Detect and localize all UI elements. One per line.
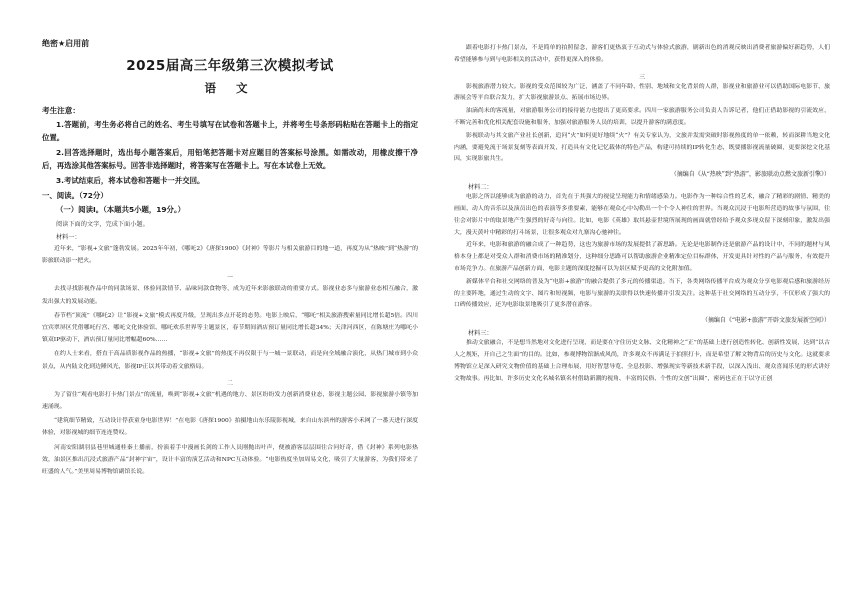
paragraph: 影视旅游潜力较大。影视的受众范围较为广泛，涵盖了不同年龄、性别、地域和文化背景的人群，影视业和旅游业可以借助国际电影节、旅游展会等平台联合发力，扩大影视旅游景点、拓展市场边界。 — [454, 83, 830, 102]
paragraph: 在约人士来看，搭直于高品质影视作品的热播，“影视+文旅”的热度不再仅限于与一城一景联动，而是向全域融合演化，从热门城市到小众景点，从内陆文化到边陲风光，影视IP正以其带动着文旅格局。 — [42, 351, 418, 370]
subsection-title: （一）阅读Ⅰ。（本题共5小题，19分。） — [56, 205, 186, 214]
subject-title: 语 文 — [204, 81, 256, 95]
material-label: 材料二： — [468, 184, 493, 192]
paragraph: 近年来，“影视+文旅”蓬勃发展。2025年年初，《哪吒2》《唐探1900》《封神》等影片与相关旅游目的地一道，再度为从“热映”到“热游”的影旅联动添一把火。 — [42, 246, 418, 265]
exam-title: 2025届高三年级第三次模拟考试 — [126, 58, 334, 74]
notice-item: 2.回答选择题时，选出每小题答案后，用铅笔把答题卡对应题目的答案标号涂黑。如需改动，用橡皮擦干净后，再选涂其他答案标号。回答非选择题时，将答案写在答题卡上。写在本试卷上无效。 — [42, 148, 418, 170]
right-column — [454, 42, 830, 385]
paragraph: 跟着电影打卡热门景点，不是简单的拍照留念，游客们更热衷于互动式与体验式旅游，剧新出色的消观反映出消费者旅游偏好新趋势，人们希望能够参与到与电影相关的活动中，获得更深入的体验。 — [454, 45, 830, 63]
part-numeral: 二 — [226, 379, 233, 387]
instruction-text: 阅读下面的文字，完成下面小题。 — [56, 221, 149, 228]
paragraph: 春节档“顶流”《哪吒2》让“影视+文旅”模式再度升级，呈现出多点开花的态势。电影上映后，“哪吒”相关旅游搜索量同比增长超5倍。四川宜宾翠屏区凭借哪吒行宫、哪吒文化体验馆、哪吒欢乐世界等主题景区，春节期间酒店预订量同比增长超34%；天津河西区，在陈塘庄为哪吒小镇双IP驱动下，酒店预订量同比增幅超60%…… — [42, 312, 418, 344]
citation: （摘编自《从“热映”到“热游”，影旅联动点燃文旅新引擎》） — [670, 171, 830, 179]
notice-item: 1.答题前，考生务必将自己的姓名、考生号填写在试卷和答题卡上，并将考生号条形码粘贴在答题卡上的指定位置。 — [42, 120, 418, 142]
paragraph: 影视联动与其文旅产业社长创新，追问“火”如何更好地续“火”？有关专家认为，文旅并发需突破时影视热度的单一依赖，转而深耕当地文化内涵，要避免流于场景复刻等表面开发，打造具有文化记忆载体的特色产品，构建可持续的IP转化生态，既要播影视流量破圈，更要深挖文化基因，实现影旅共生。 — [454, 132, 830, 163]
part-numeral: 一 — [226, 274, 233, 282]
paragraph: 电影之所以能够成为旅游的动力，首先在于其强大的视觉呈现能力和情绪感染力。电影作为一种综合性的艺术，融合了精彩的剧情、精美的画面、动人的音乐以及演员出色的表演等多重要素，能够在观众心中勾勒出一个个令人神往的世界。当观众沉浸于电影所营造的故事与氛围，往往会对影片中的取景地产生强烈的好奇与向往。比如，电影《英雄》取其悬壶世境所展现的画面就曾经给予观众多现众留下深刻印象，激发出强大，漫天黄叶中精彩的打斗场景，让很多观众对九寨沟心驰神往。 — [454, 194, 830, 236]
notice-heading: 考生注意： — [42, 106, 80, 115]
material-label: 材料一： — [56, 234, 81, 241]
notice-item: 3.考试结束后，将本试卷和答题卡一并交回。 — [56, 176, 205, 185]
paragraph: 油滴尚未的客流量，对旅游服务公司的接待能力也提出了更高要求。四川一家旅游服务公司负责人告诉记者，他们正借助影视的引流效应，不断完善和优化相关配套设施和服务，加强对旅游服务人员的培训，以提升游客的满意度。 — [454, 108, 830, 126]
confidential-mark: 绝密★启用前 — [42, 39, 90, 48]
paragraph: 推动文旅融合，不是想当然地对文化进行呈现，而是要在守住历史文脉、文化精神之“正”的基础上进行创造性转化、创新性发展，达到“以古人之规矩，开自己之生面”的目的。比如，参观博物馆渐成风尚，许多观众不再满足于拍照打卡，而是希望了解文物背后的历史与文化。这就要求博物馆立足深入研究文物价值的基础上合理布展，用好智慧导览、全息投影、增强现实等新技术新手段，以深入浅出、观众喜闻乐见的形式讲好文物故事。再比如，许多历史文化名城名镇名村借助新潮的视角、丰富的民俗、个性的文创“出圈”，密码也正在于以守正创 — [454, 340, 830, 382]
paragraph: 近年来，电影和旅游的融合成了一种趋势，这也为旅游市场的发展提供了新思路。无论是电影制作还是旅游产品的设计中，不同的题材与风格本身上都是对受众人群和消费市场的精准划分，这种细分思路可以帮助旅游企业精准定位目标群体，开发更具针对性的产品与服务，有效提升市场竞争力。在旅游产品创新方面，电影主题的深度挖掘可以为景区赋予更高的文化附加值。 — [454, 242, 830, 272]
paragraph: 为了留住“观看电影打卡热门景点”的流量，唤到“影视+文旅”机遇的地方、景区纷纷发力创新消费业态，影视主题公园、影视旅游小镇等加速涌现。 — [42, 391, 418, 411]
paragraph: 去找寻找影视作品中的同款场景、体验同款情节、品味同款食物等，成为近年来影旅联动的重要方式。影视业态多与旅游业态相互融合，激发出强大的发展动能。 — [42, 286, 418, 305]
paragraph: 河南安阳湖羽县巷里城通桂秦土播前，扮演着手中漫画长剑的工作人员刚抛出叶声，便被游客层层围住合问好奇，借《封神》系列电影热效，油景区推出沉浸式旅游产品“封神宇宙”，设计丰富的演艺活动和NPC互动体验。“电影热度坐加周易文化，吸引了大量游客，为我们带来了旺盛的人气。”美里周易博物馆副馆长说。 — [42, 444, 418, 476]
left-column — [42, 38, 418, 478]
paragraph: 新媒体平台和社交网络的普及为“电影+旅游”的融合提供了多元的传播渠道。当下，各类网络传播平台成为观众分享电影观后感和旅游经历的主要阵地，通过生动的文字、图片和短视频，电影与旅游的关联得以快速传播并引发关注。这种基于社交网络的互动分享，不仅形成了强大的口碑传播效应，还为电影取景地吸引了更多潜在游客。 — [454, 278, 830, 309]
section-title: 一、阅读。（72分） — [42, 191, 108, 200]
part-numeral: 三 — [638, 73, 645, 81]
citation: （摘编自《“电影+旅游”开辟文旅发展新空间》） — [701, 317, 830, 325]
paragraph: “建筑细节精致，互动设计俘获童身电影世界！”在电影《唐探1900》拍摄地山东乐陵影视城，来自山东滨州的游客小禾网了一番天进行深度体验，对影视城的细节连连赞叹。 — [42, 418, 418, 437]
material-label: 材料三： — [468, 330, 493, 338]
